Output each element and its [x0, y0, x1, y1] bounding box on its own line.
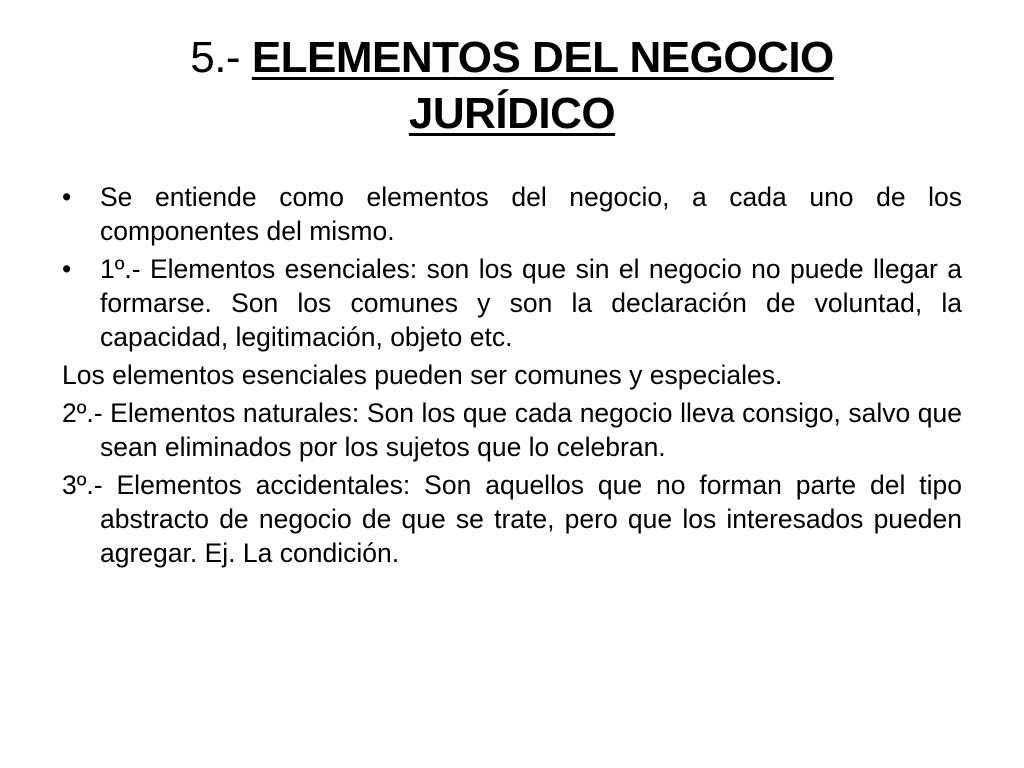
bullet-icon: • — [62, 254, 72, 284]
paragraph-accidental-elements — [62, 468, 962, 570]
paragraph-text: Los elementos esenciales pueden ser comunes y especiales. — [62, 360, 783, 390]
slide-body — [62, 180, 962, 574]
title-number: 5.- — [190, 33, 241, 82]
title-main-line1: ELEMENTOS DEL NEGOCIO — [251, 33, 834, 82]
paragraph-essential-elements — [62, 252, 962, 354]
paragraph-text: Se entiende como elementos del negocio, a cada uno de los componentes del mismo. — [100, 182, 962, 246]
paragraph-natural-elements — [62, 396, 962, 464]
paragraph-text: 1º.- Elementos esenciales: son los que sin el negocio no puede llegar a formarse. Son los comunes y son la declaración de voluntad, la capacidad, legitimación, objeto etc. — [100, 254, 962, 352]
paragraph-text: 3º.- Elementos accidentales: Son aquellos que no forman parte del tipo abstracto de negocio de que se trate, pero que los interesados pueden agregar. Ej. La condición. — [62, 470, 962, 568]
paragraph-essential-types — [62, 358, 962, 392]
title-main-line2: JURÍDICO — [408, 89, 616, 138]
slide-title — [0, 30, 1024, 142]
paragraph-definition — [62, 180, 962, 248]
bullet-icon: • — [62, 182, 72, 212]
paragraph-text: 2º.- Elementos naturales: Son los que cada negocio lleva consigo, salvo que sean eliminados por los sujetos que lo celebran. — [62, 398, 962, 462]
